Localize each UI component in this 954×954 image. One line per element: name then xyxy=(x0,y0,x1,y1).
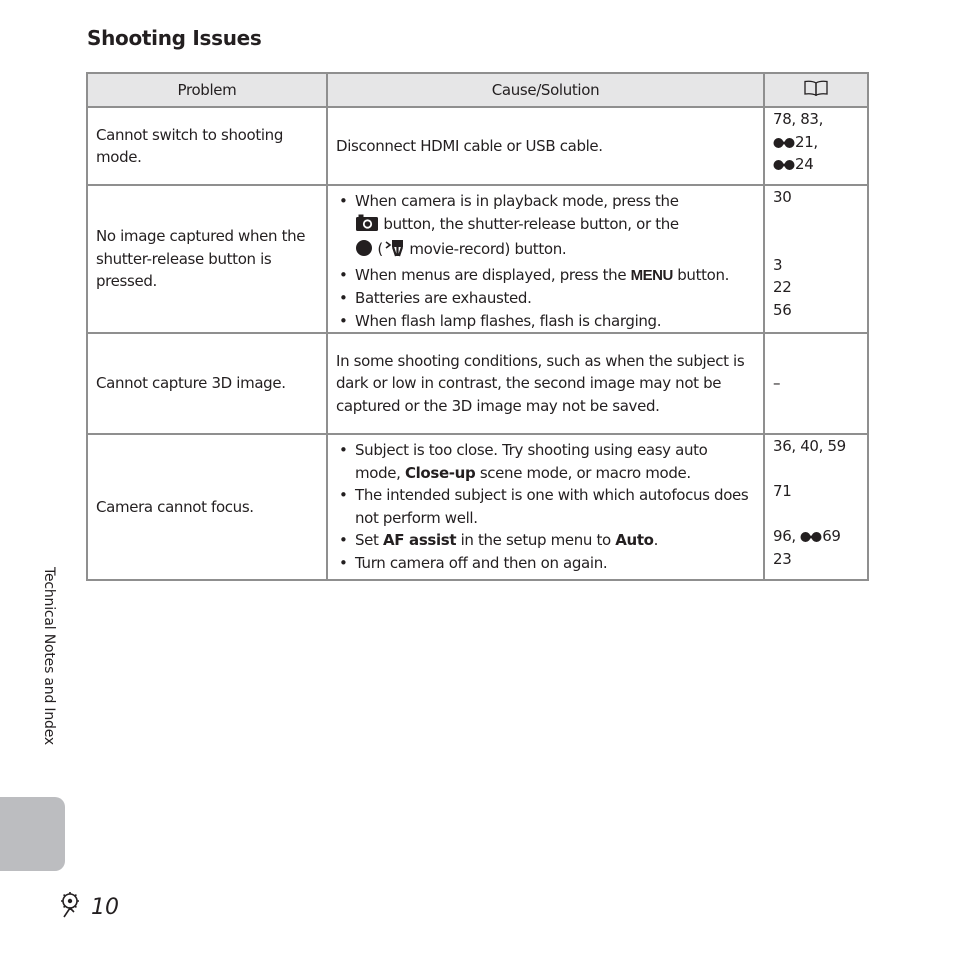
ref-page: 3 xyxy=(773,255,783,274)
ref-page: 22 xyxy=(773,278,792,296)
book-icon xyxy=(803,80,829,103)
ref-page: 23 xyxy=(773,549,792,568)
page-number: 10 xyxy=(91,894,119,920)
section-title: Shooting Issues xyxy=(87,26,262,50)
reference-section-icon xyxy=(773,156,795,179)
technical-notes-icon xyxy=(60,891,88,923)
reference-section-icon xyxy=(800,528,822,551)
ref-page: – xyxy=(773,374,781,393)
movie-record-icon xyxy=(383,239,405,264)
ref-page xyxy=(773,131,859,154)
reference-cell xyxy=(764,434,868,580)
solution-cell xyxy=(327,434,764,580)
ref-page: 96, 69 xyxy=(773,525,859,548)
solution-bullet: • When menus are displayed, press the MENU button. xyxy=(336,264,755,288)
section-tab xyxy=(0,797,65,871)
ref-page: 36, 40, 59 xyxy=(773,437,846,455)
table-header-row xyxy=(87,73,868,107)
ref-page: 30 xyxy=(773,188,792,206)
solution-bullet: • Subject is too close. Try shooting using easy auto mode, Close-up scene mode, or macro mode. xyxy=(336,439,755,484)
solution-bullet: • Turn camera off and then on again. xyxy=(336,552,755,575)
solution-cell xyxy=(327,185,764,333)
reference-cell xyxy=(764,333,868,434)
problem-cell: No image captured when the shutter-release button is pressed. xyxy=(87,185,327,333)
problem-cell: Cannot capture 3D image. xyxy=(87,333,327,434)
ref-page: 56 xyxy=(773,300,792,319)
ref-page: 71 xyxy=(773,482,792,500)
table-row xyxy=(87,434,868,580)
af-assist-label: AF assist xyxy=(383,531,457,549)
menu-button-label: MENU xyxy=(630,266,673,284)
solution-bullet: • The intended subject is one with which autofocus does not perform well. xyxy=(336,484,755,529)
ref-page-number: 24 xyxy=(795,155,814,173)
table-row xyxy=(87,185,868,333)
record-dot-icon xyxy=(355,239,373,264)
header-cause-solution: Cause/Solution xyxy=(327,73,764,107)
page-folio xyxy=(60,892,119,922)
solution-bullet: • Set AF assist in the setup menu to Auto. xyxy=(336,529,755,552)
header-problem: Problem xyxy=(87,73,327,107)
ref-page-number: 21, xyxy=(795,132,818,151)
close-up-label: Close-up xyxy=(404,463,476,482)
side-section-label: Technical Notes and Index xyxy=(41,567,57,745)
problem-cell: Camera cannot focus. xyxy=(87,434,327,580)
solution-bullet: • When camera is in playback mode, press the button, the shutter-release button, or the ( movie-record) button. xyxy=(336,190,755,264)
reference-cell xyxy=(764,185,868,333)
header-reference xyxy=(764,73,868,107)
ref-page xyxy=(773,153,859,176)
auto-label: Auto xyxy=(615,531,654,549)
solution-bullet: • Batteries are exhausted. xyxy=(336,287,755,310)
ref-page: 78, 83, xyxy=(773,110,824,128)
table-row xyxy=(87,333,868,434)
camera-icon xyxy=(355,214,379,239)
solution-cell: In some shooting conditions, such as when the subject is dark or low in contrast, the second image may not be captured or the 3D image may not be saved. xyxy=(327,333,764,434)
reference-cell xyxy=(764,107,868,185)
shooting-issues-table xyxy=(86,72,869,581)
problem-cell: Cannot switch to shooting mode. xyxy=(87,107,327,185)
solution-cell: Disconnect HDMI cable or USB cable. xyxy=(327,107,764,185)
solution-bullet: • When flash lamp flashes, flash is charging. xyxy=(336,310,755,333)
table-row xyxy=(87,107,868,185)
